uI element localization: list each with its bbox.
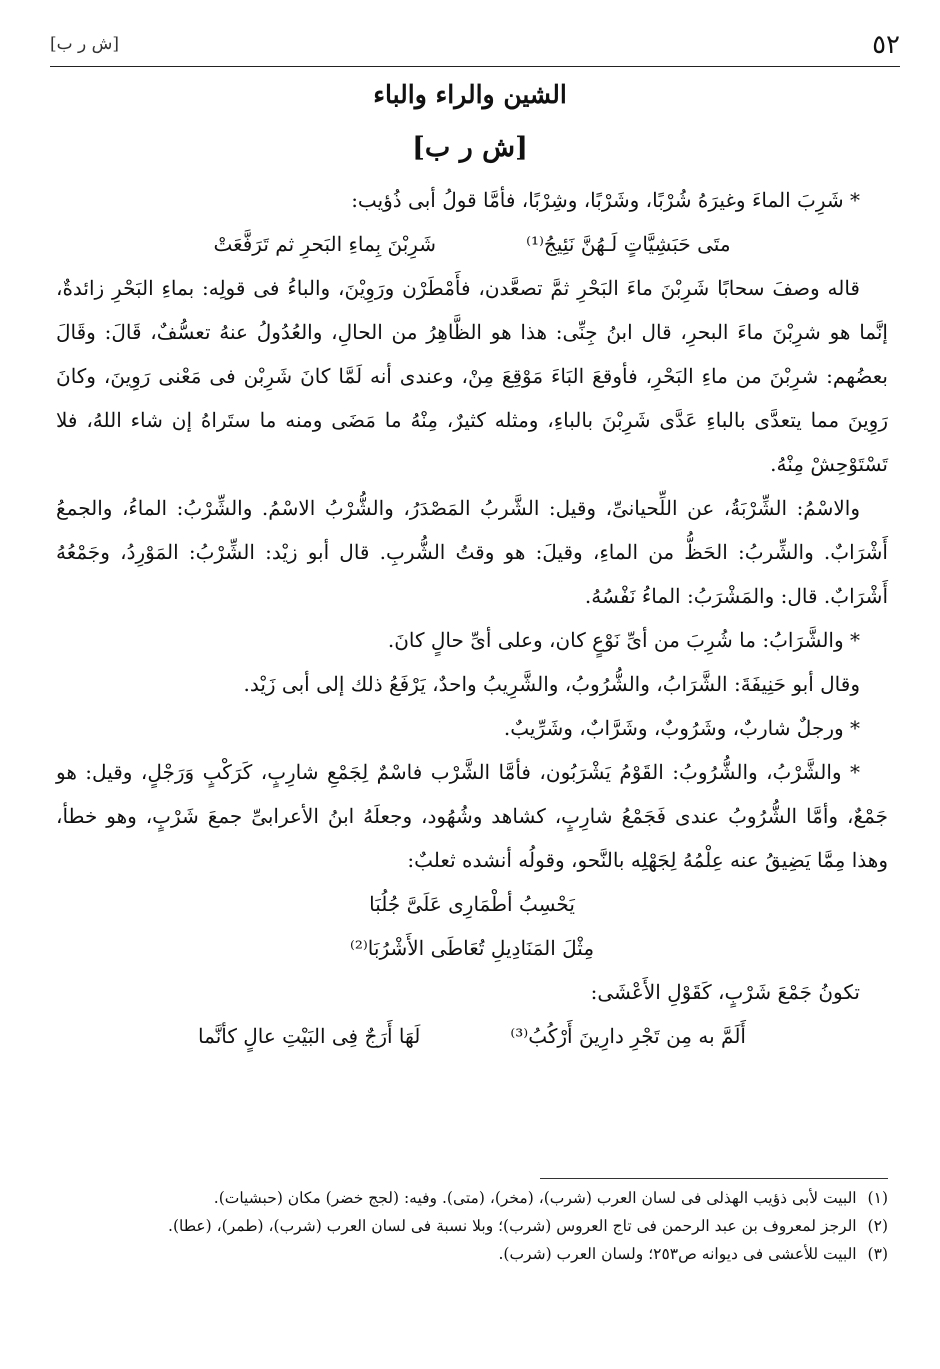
verse-3-first-hemistich: لَهَا أَرَجٌ فِى البَيْتِ عالٍ كأنَّما	[198, 1024, 421, 1048]
verse-2-line-2: مِثْلَ المَنَادِيلِ تُعَاطَى الأَشْرُبَا⁽²⁾	[349, 936, 595, 960]
footnote-rule	[540, 1178, 888, 1179]
footnote-text: البيت لأبى ذؤيب الهذلى فى لسان العرب (شرب)، (مخر)، (متى). وفيه: (لجج خضر) مكان (حبشيات).	[213, 1189, 857, 1207]
footnote-number: (٢)	[867, 1217, 888, 1235]
page-header	[50, 28, 900, 64]
page-number: ٥٢	[872, 30, 900, 60]
verse-1-second-hemistich: متَى حَبَشِيَّاتٍ لَـهُنَّ نَئِيجُ⁽¹⁾	[526, 232, 731, 256]
footnote-number: (١)	[867, 1189, 888, 1207]
paragraph-1: * شَرِبَ الماءَ وغيرَهُ شُرْبًا، وشَرْبًا، وشِرْبًا، فأمَّا قولُ أبى ذُؤيب:	[351, 188, 860, 212]
running-head: [ش ر ب]	[50, 34, 120, 54]
paragraph-8: تكونُ جَمْعَ شَرْبٍ، كَقَوْلِ الأَعْشَى:	[590, 980, 860, 1004]
footnote-1	[56, 1184, 888, 1212]
footnote-text: البيت للأعشى فى ديوانه ص٢٥٣؛ ولسان العرب (شرب).	[498, 1245, 857, 1263]
footnote-2	[56, 1212, 888, 1240]
paragraph-7: * والشَّرْبُ، والشُّرُوبُ: القَوْمُ يَشْرَبُون، فأمَّا الشَّرْب فاسْمٌ لِجَمْعِ شارِبٍ، كَرَكْبٍ وَرَجْلٍ، وقيل: هو جَمْعٌ، وأمَّا الشُّرُوبُ عندى فَجَمْعُ شارِبٍ، كشاهد وشُهُود، وجعلَهُ ابنُ الأعرابىِّ جمعَ شَرْبٍ، وهو خطأ، وهذا مِمَّا يَضِيقُ عنه عِلْمُهُ لِجَهْلِه بالنَّحو، وقولُه أنشده ثعلبٌ:	[56, 760, 888, 872]
main-text	[56, 178, 888, 1058]
header-rule	[50, 66, 900, 67]
verse-3	[56, 1014, 888, 1058]
section-title: الشين والراء والباء	[373, 80, 567, 109]
footnote-text: الرجز لمعروف بن عبد الرحمن فى تاج العروس (شرب)؛ وبلا نسبة فى لسان العرب (شرب)، (طمر)، (عطا).	[168, 1217, 857, 1235]
paragraph-3: والاسْمُ: الشِّرْبَةُ، عن اللِّحيانىِّ، وقيل: الشَّربُ المَصْدَرُ، والشُّرْبُ الاسْمُ. والشِّرْبُ: الماءُ، والجمعُ أَشْرَابٌ. والشِّربُ: الحَظُّ من الماءِ، وقيلَ: هو وقتُ الشُّربِ. قال أبو زيْد: الشِّرْبُ: المَوْرِدُ، وجَمْعُهُ أَشْرَابٌ. قال: والمَشْرَبُ: الماءُ نَفْسُهُ.	[56, 496, 888, 608]
paragraph-6: * ورجلٌ شاربٌ، وشَرُوبٌ، وشَرَّابٌ، وشَرِّيبٌ.	[503, 716, 860, 740]
root-heading: [ش ر ب]	[412, 132, 528, 163]
footnote-number: (٣)	[867, 1245, 888, 1263]
paragraph-2: قاله وصفَ سحابًا شَرِبْنَ ماءَ البَحْرِ ثمَّ تصعَّدن، فأَمْطَرْن ورَوِيْنَ، والباءُ فى قولِه: بماءِ البَحْرِ زائدةٌ، إنَّما هو شرِبْنَ ماءَ البحرِ، قال ابنُ جِنِّى: هذا هو الظَّاهِرُ من الحالِ، والعُدُولُ عنهُ تعسُّفٌ، قَالَ: وقَالَ بعضُهم: شرِبْنَ من ماءِ البَحْرِ، فأوقعَ البَاءَ مَوْقِعَ مِنْ، وعندى أنه لَمَّا كانَ شَرِبْن فى مَعْنى رَوِينَ، وكانَ رَوِينَ مما يتعدَّى بالباءِ عَدَّى شَرِبْنَ بالباءِ، ومثله كثيرٌ، مِنْهُ ما مَضَى ومنه ما ستَراهُ إن شاء اللهُ، فلا تَسْتَوْحِشْ مِنْهُ.	[56, 276, 888, 476]
paragraph-4: * والشَّرَابُ: ما شُرِبَ من أىِّ نَوْعٍ كان، وعلى أىِّ حالٍ كانَ.	[387, 628, 860, 652]
footnotes	[56, 1184, 888, 1268]
verse-1	[56, 222, 888, 266]
verse-3-second-hemistich: أَلَمَّ به مِن تَجْرِ دارِينَ أَرْكُبُ⁽³⁾	[510, 1024, 746, 1048]
verse-1-first-hemistich: شَرِبْنَ بِماءِ البَحرِ ثم تَرَفَّعَتْ	[213, 232, 437, 256]
verse-2-line-1: يَحْسِبُ أطْمَارِى عَلَىَّ جُلُبَا	[369, 892, 575, 916]
paragraph-5: وقال أبو حَنِيفَةَ: الشَّرَابُ، والشُّرُوبُ، والشَّرِيبُ واحدٌ، يَرْفَعُ ذلك إلى أبى زَيْد.	[243, 672, 860, 696]
footnote-3	[56, 1240, 888, 1268]
